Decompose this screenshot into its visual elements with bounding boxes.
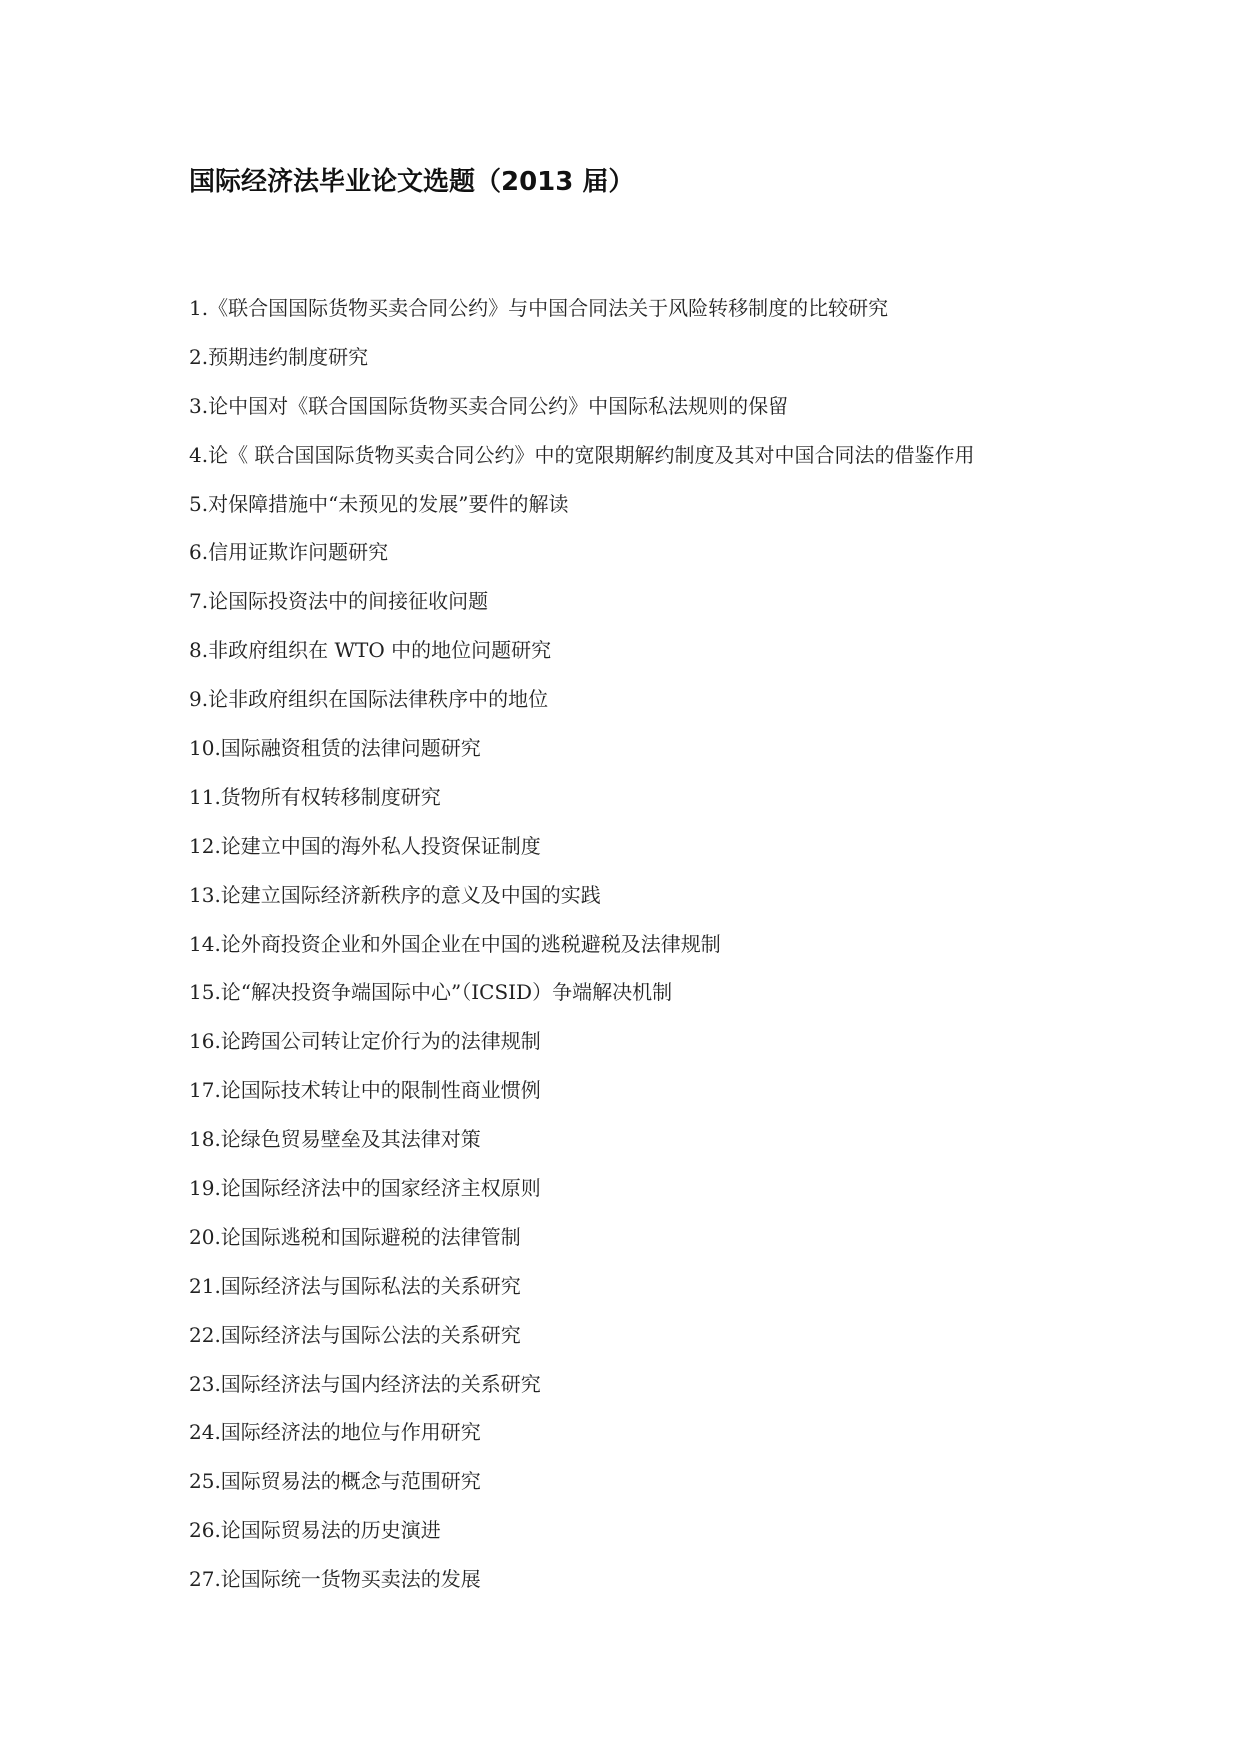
topic-item: 27.论国际统一货物买卖法的发展 — [189, 1567, 481, 1592]
topic-item: 4.论《 联合国国际货物买卖合同公约》中的宽限期解约制度及其对中国合同法的借鉴作用 — [189, 442, 975, 467]
topic-item: 12.论建立中国的海外私人投资保证制度 — [189, 833, 541, 858]
topic-item: 10.国际融资租赁的法律问题研究 — [189, 736, 481, 761]
topic-item: 3.论中国对《联合国国际货物买卖合同公约》中国际私法规则的保留 — [189, 393, 789, 418]
topic-item: 20.论国际逃税和国际避税的法律管制 — [189, 1224, 521, 1249]
topic-item: 15.论“解决投资争端国际中心”（ICSID）争端解决机制 — [189, 980, 673, 1005]
topic-item: 11.货物所有权转移制度研究 — [189, 784, 441, 809]
topic-item: 7.论国际投资法中的间接征收问题 — [189, 589, 489, 614]
topic-item: 17.论国际技术转让中的限制性商业惯例 — [189, 1078, 541, 1103]
topic-item: 23.国际经济法与国内经济法的关系研究 — [189, 1371, 541, 1396]
document-title: 国际经济法毕业论文选题（2013 届） — [189, 167, 635, 197]
topic-item: 26.论国际贸易法的历史演进 — [189, 1518, 441, 1543]
topic-item: 22.国际经济法与国际公法的关系研究 — [189, 1322, 521, 1347]
topic-item: 19.论国际经济法中的国家经济主权原则 — [189, 1176, 541, 1201]
topic-item: 13.论建立国际经济新秩序的意义及中国的实践 — [189, 882, 601, 907]
topic-item: 5.对保障措施中“未预见的发展”要件的解读 — [189, 491, 569, 516]
topic-item: 16.论跨国公司转让定价行为的法律规制 — [189, 1029, 541, 1054]
topic-item: 24.国际经济法的地位与作用研究 — [189, 1420, 481, 1445]
topic-item: 9.论非政府组织在国际法律秩序中的地位 — [189, 687, 549, 712]
topic-item: 1.《联合国国际货物买卖合同公约》与中国合同法关于风险转移制度的比较研究 — [189, 296, 889, 320]
topic-item: 25.国际贸易法的概念与范围研究 — [189, 1469, 481, 1494]
topic-item: 6.信用证欺诈问题研究 — [189, 540, 389, 565]
topic-item: 18.论绿色贸易壁垒及其法律对策 — [189, 1127, 481, 1152]
topic-item: 21.国际经济法与国际私法的关系研究 — [189, 1273, 521, 1298]
topic-list — [189, 284, 974, 1604]
topic-item: 8.非政府组织在 WTO 中的地位问题研究 — [189, 638, 552, 663]
topic-item: 14.论外商投资企业和外国企业在中国的逃税避税及法律规制 — [189, 931, 721, 956]
topic-item: 2.预期违约制度研究 — [189, 344, 369, 369]
